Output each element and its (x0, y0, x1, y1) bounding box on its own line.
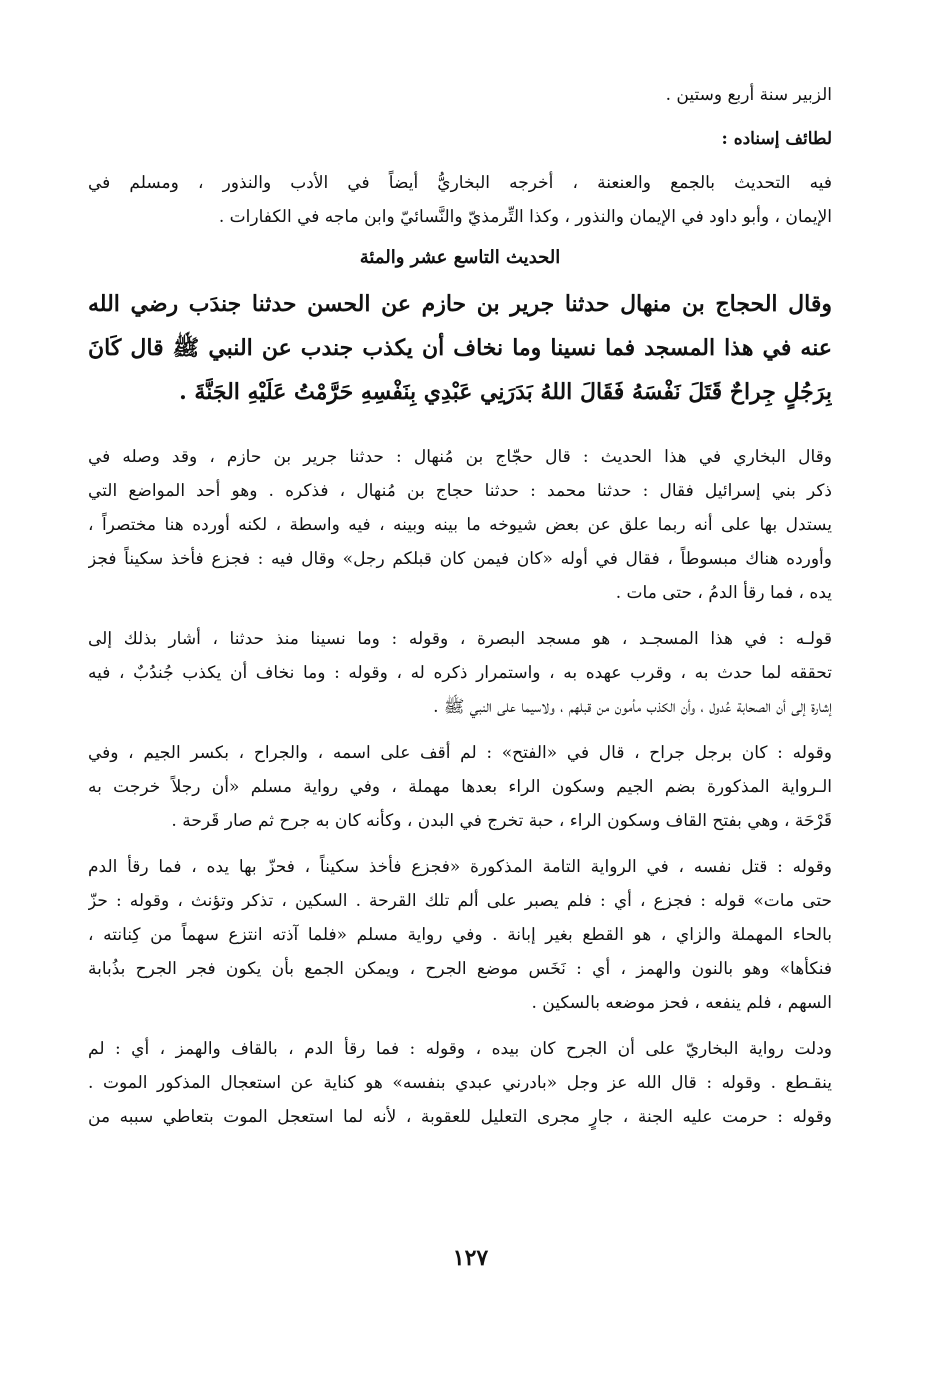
hadith-line: بِرَجُلٍ جِراحٌ قَتَلَ نَفْسَهُ فَقَالَ اللهُ بَدَرَنِي عَبْدِي بِنَفْسِهِ حَرَّمْتُ عَلَيْهِ الجَنَّةَ . (179, 379, 832, 405)
commentary-paragraph (88, 1032, 832, 1134)
text-line: ذكر بني إسرائيل فقال : حدثنا محمد : حدثنا حجاج بن مُنهال ، فذكره . وهو أحد المواضع التي (88, 481, 832, 501)
text-line: ينقـطع . وقوله : قال الله عز وجل «بادرني عبدي بنفسه» هو كناية عن استعجال المذكور الموت . (88, 1073, 832, 1093)
text-line: وقوله : كان برجل جراح ، قال في «الفتح» : لم أقف على اسمه ، والجراح ، بكسر الجيم ، وفي (88, 743, 832, 763)
hadith-title: الحديث التاسع عشر والمئة (359, 247, 561, 268)
hadith-text (88, 282, 832, 414)
text-line: قولـه : في هذا المسجـد ، هو مسجد البصرة ، وقوله : وما نسينا منذ حدثنا ، أشار بذلك إلى (88, 629, 832, 649)
text-line: الإيمان ، وأبو داود في الإيمان والنذور ، وكذا التِّرمذيّ والنَّسائيّ وابن ماجه في الكفارات . (218, 207, 832, 227)
text-line: يستدل بها على أنه ربما علق عن بعض شيوخه ما بينه وبينه ، فيه واسطة ، لكنه أورده هنا مختصراً ، (88, 515, 832, 535)
commentary-paragraph (88, 850, 832, 1020)
text-line: وقوله : حرمت عليه الجنة ، جارٍ مجرى التعليل للعقوبة ، لأنه لما استعجل الموت بتعاطي سببه من (88, 1107, 832, 1127)
text-line: قَرْحَة ، وهي بفتح القاف وسكون الراء ، حبة تخرج في البدن ، وكأنه كان به جرح ثم صار قَرحة . (171, 811, 832, 831)
commentary-paragraph (88, 622, 832, 724)
commentary-paragraph (88, 440, 832, 610)
isnad-heading: لطائف إسناده : (721, 129, 832, 149)
text-line: وقوله : قتل نفسه ، في الرواية التامة المذكورة «فجزع فأخذ سكيناً ، فحزّ بها يده ، فما رقأ الدم (88, 857, 832, 877)
page-number: ١٢٧ (452, 1245, 489, 1271)
text-line: فنكأها» وهو بالنون والهمز ، أي : نَخَس موضع الجرح ، ويمكن الجمع بأن يكون فجر الجرح بذُبابة (88, 959, 832, 979)
intro-line: الزبير سنة أربع وستين . (665, 85, 832, 105)
hadith-line: وقال الحجاج بن منهال حدثنا جرير بن حازم عن الحسن حدثنا جندَب رضي الله (88, 291, 832, 317)
text-line: فيه التحديث بالجمع والعنعنة ، أخرجه البخاريُّ أيضاً في الأدب والنذور ، ومسلم في (88, 173, 832, 193)
text-line: حتى مات» قوله : فجزع ، أي : فلم يصبر على ألم تلك القرحة . السكين ، تذكر وتؤنث ، وقوله : حزّ (88, 891, 832, 911)
text-line: ودلت رواية البخاريّ على أن الجرح كان بيده ، وقوله : فما رقأ الدم ، بالقاف والهمز ، أي : لم (88, 1039, 832, 1059)
text-line: إشارة إلى أن الصحابة عُدول ، وأن الكذب مأمون من قبلهم ، ولاسيما على النبي ﷺ . (433, 697, 832, 717)
isnad-paragraph (88, 166, 832, 234)
page-body (88, 78, 832, 1134)
text-line: الـرواية المذكورة بضم الجيم وسكون الراء بعدها مهملة ، وفي رواية مسلم «أن رجلاً خرجت به (88, 777, 832, 797)
text-line: وقال البخاري في هذا الحديث : قال حجّاج بن مُنهال : حدثنا جرير بن حازم ، وقد وصله في (88, 447, 832, 467)
text-line: تحققه لما حدث به ، وقرب عهده به ، واستمرار ذكره له ، وقوله : وما نخاف أن يكذب جُندُبٌ ، فيه (88, 663, 832, 683)
text-line: السهم ، فلم ينفعه ، فحز موضعه بالسكين . (531, 993, 832, 1013)
commentary-paragraph (88, 736, 832, 838)
text-line: بالحاء المهملة والزاي ، هو القطع بغير إبانة . وفي رواية مسلم «فلما آذته انتزع سهماً من كِنانته ، (88, 925, 832, 945)
text-line: يده ، فما رقأ الدمُ ، حتى مات . (615, 583, 832, 603)
hadith-line: عنه في هذا المسجد فما نسينا وما نخاف أن يكذب جندب عن النبي ﷺ قال كَانَ (88, 335, 832, 361)
text-line: وأورده هناك مبسوطاً ، فقال في أوله «كان فيمن كان قبلكم رجل» وقال فيه : فجزع فأخذ سكيناً فجز (88, 549, 832, 569)
